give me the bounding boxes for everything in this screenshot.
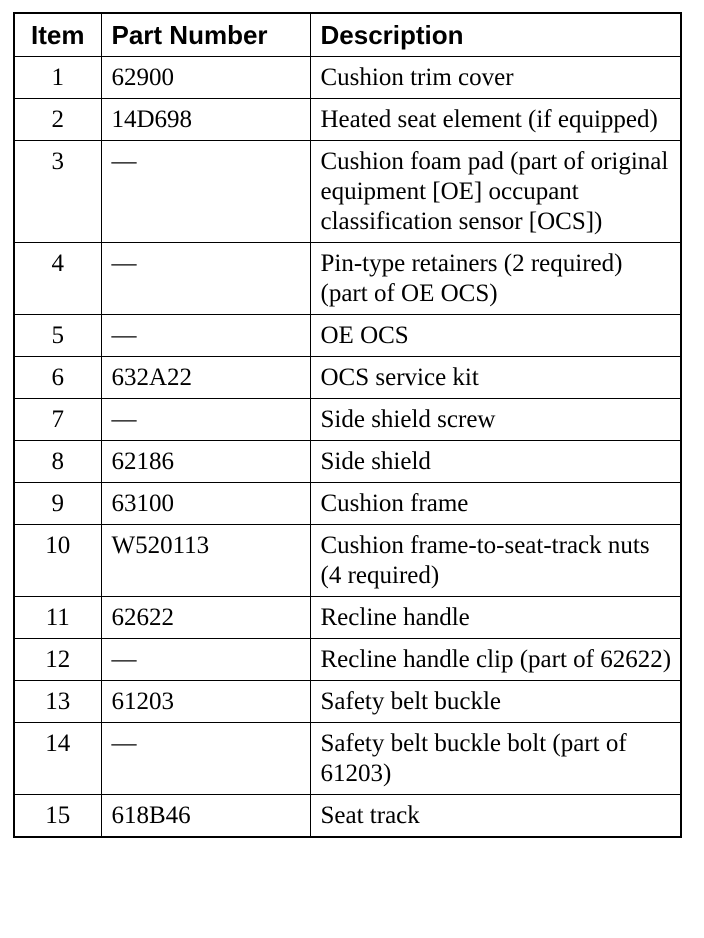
description-cell: Recline handle (310, 597, 681, 639)
part-number-cell: — (101, 639, 310, 681)
header-row (14, 13, 681, 57)
item-cell: 4 (14, 243, 101, 315)
table-row (14, 525, 681, 597)
description-cell: Cushion frame (310, 483, 681, 525)
table-row (14, 99, 681, 141)
part-number-cell: 618B46 (101, 795, 310, 838)
description-cell: Side shield screw (310, 399, 681, 441)
description-cell: Seat track (310, 795, 681, 838)
table-row (14, 315, 681, 357)
header-description: Description (310, 13, 681, 57)
description-cell: OCS service kit (310, 357, 681, 399)
item-cell: 13 (14, 681, 101, 723)
item-cell: 7 (14, 399, 101, 441)
part-number-cell: 62622 (101, 597, 310, 639)
description-cell: Pin-type retainers (2 required) (part of OE OCS) (310, 243, 681, 315)
table-row (14, 243, 681, 315)
item-cell: 6 (14, 357, 101, 399)
description-cell: Side shield (310, 441, 681, 483)
part-number-cell: 61203 (101, 681, 310, 723)
table-row (14, 795, 681, 838)
description-cell: Cushion foam pad (part of original equipment [OE] occupant classification sensor [OCS]) (310, 141, 681, 243)
item-cell: 5 (14, 315, 101, 357)
description-cell: Safety belt buckle bolt (part of 61203) (310, 723, 681, 795)
table-row (14, 57, 681, 99)
table-row (14, 441, 681, 483)
description-cell: Cushion trim cover (310, 57, 681, 99)
table-row (14, 357, 681, 399)
item-cell: 15 (14, 795, 101, 838)
header-part-number: Part Number (101, 13, 310, 57)
description-cell: Cushion frame-to-seat-track nuts (4 required) (310, 525, 681, 597)
table-row (14, 639, 681, 681)
table-row (14, 597, 681, 639)
table-row (14, 399, 681, 441)
part-number-cell: 632A22 (101, 357, 310, 399)
part-number-cell: — (101, 315, 310, 357)
part-number-cell: — (101, 723, 310, 795)
part-number-cell: 14D698 (101, 99, 310, 141)
table-row (14, 483, 681, 525)
part-number-cell: W520113 (101, 525, 310, 597)
part-number-cell: 63100 (101, 483, 310, 525)
item-cell: 2 (14, 99, 101, 141)
item-cell: 10 (14, 525, 101, 597)
item-cell: 3 (14, 141, 101, 243)
part-number-cell: 62186 (101, 441, 310, 483)
item-cell: 8 (14, 441, 101, 483)
part-number-cell: — (101, 399, 310, 441)
item-cell: 9 (14, 483, 101, 525)
item-cell: 12 (14, 639, 101, 681)
item-cell: 1 (14, 57, 101, 99)
parts-table (13, 12, 682, 838)
description-cell: Heated seat element (if equipped) (310, 99, 681, 141)
header-item: Item (14, 13, 101, 57)
item-cell: 11 (14, 597, 101, 639)
table-row (14, 681, 681, 723)
item-cell: 14 (14, 723, 101, 795)
part-number-cell: — (101, 243, 310, 315)
description-cell: Safety belt buckle (310, 681, 681, 723)
table-row (14, 723, 681, 795)
table-row (14, 141, 681, 243)
part-number-cell: 62900 (101, 57, 310, 99)
description-cell: OE OCS (310, 315, 681, 357)
description-cell: Recline handle clip (part of 62622) (310, 639, 681, 681)
part-number-cell: — (101, 141, 310, 243)
